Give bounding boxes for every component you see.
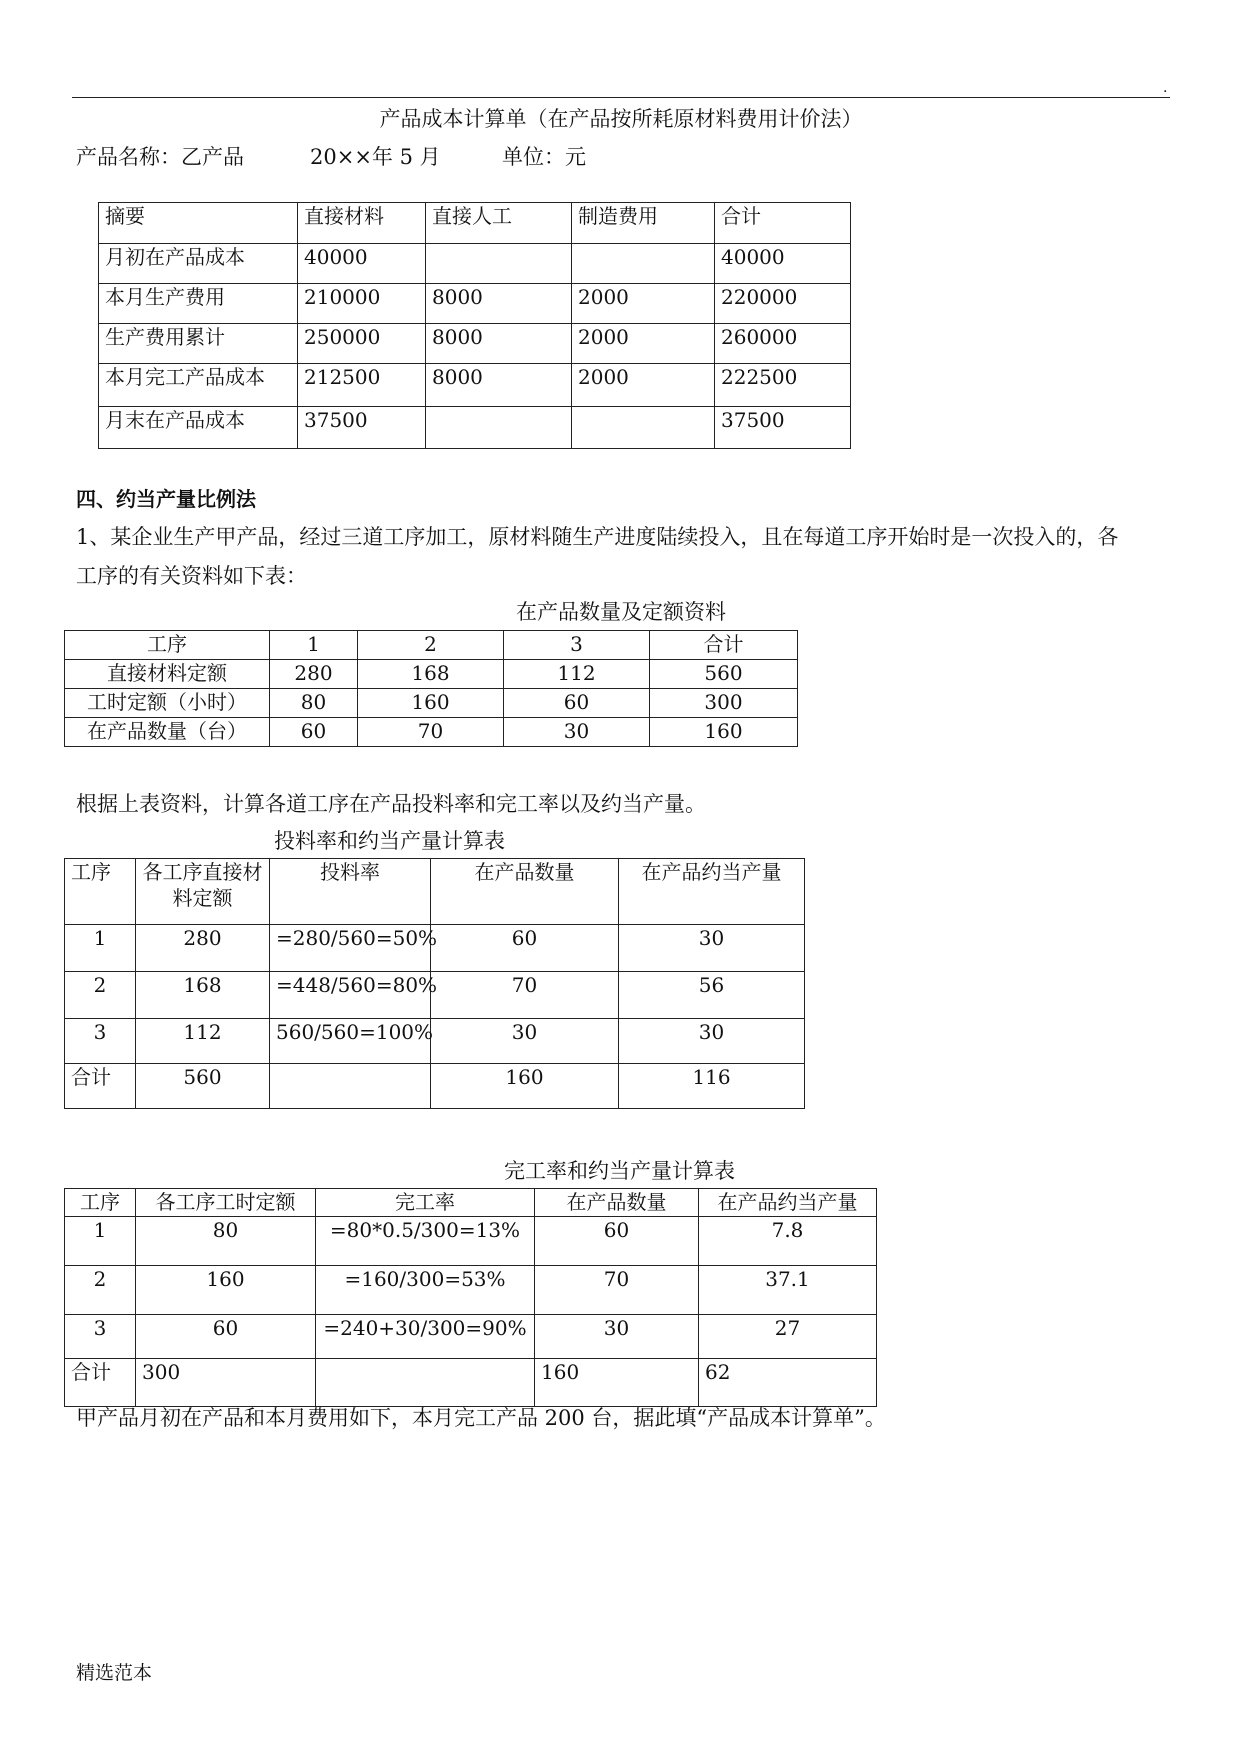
table-cell: 112: [504, 660, 650, 689]
table-header-row: [65, 1189, 877, 1217]
table-cell: 本月生产费用: [99, 284, 298, 324]
table-header-row: [99, 203, 851, 244]
page-footer: 精选范本: [76, 1662, 153, 1684]
header-cell: 各工序直接材料定额: [136, 859, 270, 925]
table-cell: 168: [136, 972, 270, 1019]
table-cell: 合计: [65, 1359, 136, 1407]
table-row: [65, 660, 798, 689]
table-cell: 40000: [715, 244, 851, 284]
top-rule: [72, 97, 1170, 98]
cost-sheet-title: 产品成本计算单（在产品按所耗原材料费用计价法）: [379, 107, 863, 131]
table-row: [65, 972, 805, 1019]
table-cell: [426, 244, 572, 284]
table-cell: 30: [619, 1019, 805, 1064]
header-cell: 制造费用: [572, 203, 715, 244]
table-cell: 210000: [298, 284, 426, 324]
table-cell: 7.8: [699, 1217, 877, 1266]
table-cell: 62: [699, 1359, 877, 1407]
table-cell: 70: [358, 718, 504, 747]
header-cell: 摘要: [99, 203, 298, 244]
header-cell: 各工序工时定额: [136, 1189, 316, 1217]
table-row: [99, 284, 851, 324]
table-cell: 280: [136, 925, 270, 972]
closing-text: 甲产品月初在产品和本月费用如下，本月完工产品 200 台，据此填“产品成本计算单”。: [76, 1406, 886, 1430]
table-cell: 60: [270, 718, 358, 747]
table-cell: 30: [619, 925, 805, 972]
table-cell: [426, 407, 572, 449]
table-row: [65, 1266, 877, 1315]
table-cell: 160: [431, 1064, 619, 1109]
table-row: [65, 1019, 805, 1064]
material-table-title: 投料率和约当产量计算表: [274, 829, 505, 853]
table-cell: 168: [358, 660, 504, 689]
quota-table-title: 在产品数量及定额资料: [516, 600, 726, 624]
table-cell: =240+30/300=90%: [316, 1315, 535, 1359]
header-cell: 合计: [650, 631, 798, 660]
table-cell: =448/560=80%: [270, 972, 431, 1019]
table-cell: 本月完工产品成本: [99, 364, 298, 407]
top-dot: .: [1163, 80, 1168, 96]
table-cell: 70: [535, 1266, 699, 1315]
header-cell: 工序: [65, 631, 270, 660]
table-cell: 37500: [715, 407, 851, 449]
product-name: 产品名称：乙产品: [76, 145, 244, 169]
table-row: [65, 718, 798, 747]
table-cell: 560: [136, 1064, 270, 1109]
table-cell: 1: [65, 1217, 136, 1266]
material-table: [64, 858, 805, 1109]
sheet-date: 20××年 5 月: [310, 145, 441, 169]
table-cell: 37.1: [699, 1266, 877, 1315]
header-cell: 直接人工: [426, 203, 572, 244]
table-cell: 60: [504, 689, 650, 718]
table-cell: 560: [650, 660, 798, 689]
table-header-row: [65, 859, 805, 925]
table-cell: 300: [650, 689, 798, 718]
header-cell: 工序: [65, 859, 136, 925]
table-header-row: [65, 631, 798, 660]
table-cell: =280/560=50%: [270, 925, 431, 972]
table-cell: 2000: [572, 284, 715, 324]
header-cell: 在产品约当产量: [619, 859, 805, 925]
table-cell: 月初在产品成本: [99, 244, 298, 284]
table-cell: 70: [431, 972, 619, 1019]
table-cell: 3: [65, 1315, 136, 1359]
table-cell: 8000: [426, 364, 572, 407]
table-cell: 60: [535, 1217, 699, 1266]
table-cell: 2000: [572, 324, 715, 364]
table-cell: 260000: [715, 324, 851, 364]
table-cell: 合计: [65, 1064, 136, 1109]
table-cell: 27: [699, 1315, 877, 1359]
table-cell: 30: [535, 1315, 699, 1359]
table-cell: [572, 407, 715, 449]
table-cell: 月末在产品成本: [99, 407, 298, 449]
table-cell: [572, 244, 715, 284]
table-cell: 2: [65, 1266, 136, 1315]
table-cell: 160: [358, 689, 504, 718]
table-row: [65, 925, 805, 972]
table-row: [65, 1064, 805, 1109]
table-cell: 160: [136, 1266, 316, 1315]
table-cell: 160: [650, 718, 798, 747]
header-cell: 投料率: [270, 859, 431, 925]
table-cell: 116: [619, 1064, 805, 1109]
table-row: [99, 364, 851, 407]
table-cell: 30: [504, 718, 650, 747]
header-cell: 1: [270, 631, 358, 660]
header-cell: 合计: [715, 203, 851, 244]
table-cell: 2: [65, 972, 136, 1019]
completion-table-title: 完工率和约当产量计算表: [504, 1159, 735, 1183]
instruction-text: 根据上表资料，计算各道工序在产品投料率和完工率以及约当产量。: [76, 792, 706, 816]
table-cell: 工时定额（小时）: [65, 689, 270, 718]
table-cell: 60: [136, 1315, 316, 1359]
header-cell: 直接材料: [298, 203, 426, 244]
table-cell: =80*0.5/300=13%: [316, 1217, 535, 1266]
table-cell: 160: [535, 1359, 699, 1407]
table-cell: 250000: [298, 324, 426, 364]
table-cell: 直接材料定额: [65, 660, 270, 689]
table-cell: 222500: [715, 364, 851, 407]
section-para-line2: 工序的有关资料如下表：: [76, 564, 307, 588]
table-cell: 37500: [298, 407, 426, 449]
table-cell: 280: [270, 660, 358, 689]
table-cell: 在产品数量（台）: [65, 718, 270, 747]
table-row: [99, 407, 851, 449]
table-cell: 8000: [426, 284, 572, 324]
quota-table: [64, 630, 798, 747]
table-cell: =160/300=53%: [316, 1266, 535, 1315]
table-cell: 560/560=100%: [270, 1019, 431, 1064]
table-cell: 2000: [572, 364, 715, 407]
header-cell: 2: [358, 631, 504, 660]
table-cell: 212500: [298, 364, 426, 407]
header-cell: 在产品数量: [535, 1189, 699, 1217]
table-cell: 8000: [426, 324, 572, 364]
table-row: [65, 1315, 877, 1359]
header-cell: 工序: [65, 1189, 136, 1217]
table-cell: 3: [65, 1019, 136, 1064]
section-para-line1: 1、某企业生产甲产品，经过三道工序加工，原材料随生产进度陆续投入，且在每道工序开始时是一次投入的，各: [76, 525, 1119, 549]
table-cell: 80: [136, 1217, 316, 1266]
completion-table: [64, 1188, 877, 1407]
table-cell: 112: [136, 1019, 270, 1064]
table-cell: [316, 1359, 535, 1407]
section-heading: 四、约当产量比例法: [76, 487, 256, 511]
table-cell: 56: [619, 972, 805, 1019]
table-row: [65, 689, 798, 718]
table-cell: 60: [431, 925, 619, 972]
table-cell: 30: [431, 1019, 619, 1064]
header-cell: 在产品约当产量: [699, 1189, 877, 1217]
table-cell: 220000: [715, 284, 851, 324]
table-cell: 生产费用累计: [99, 324, 298, 364]
table-cell: 1: [65, 925, 136, 972]
table-cell: [270, 1064, 431, 1109]
header-cell: 在产品数量: [431, 859, 619, 925]
header-cell: 3: [504, 631, 650, 660]
header-cell: 完工率: [316, 1189, 535, 1217]
sheet-unit: 单位：元: [502, 145, 586, 169]
cost-sheet-table: [98, 202, 851, 449]
table-cell: 40000: [298, 244, 426, 284]
table-row: [99, 324, 851, 364]
table-cell: 80: [270, 689, 358, 718]
table-row: [65, 1217, 877, 1266]
table-row: [65, 1359, 877, 1407]
table-row: [99, 244, 851, 284]
table-cell: 300: [136, 1359, 316, 1407]
